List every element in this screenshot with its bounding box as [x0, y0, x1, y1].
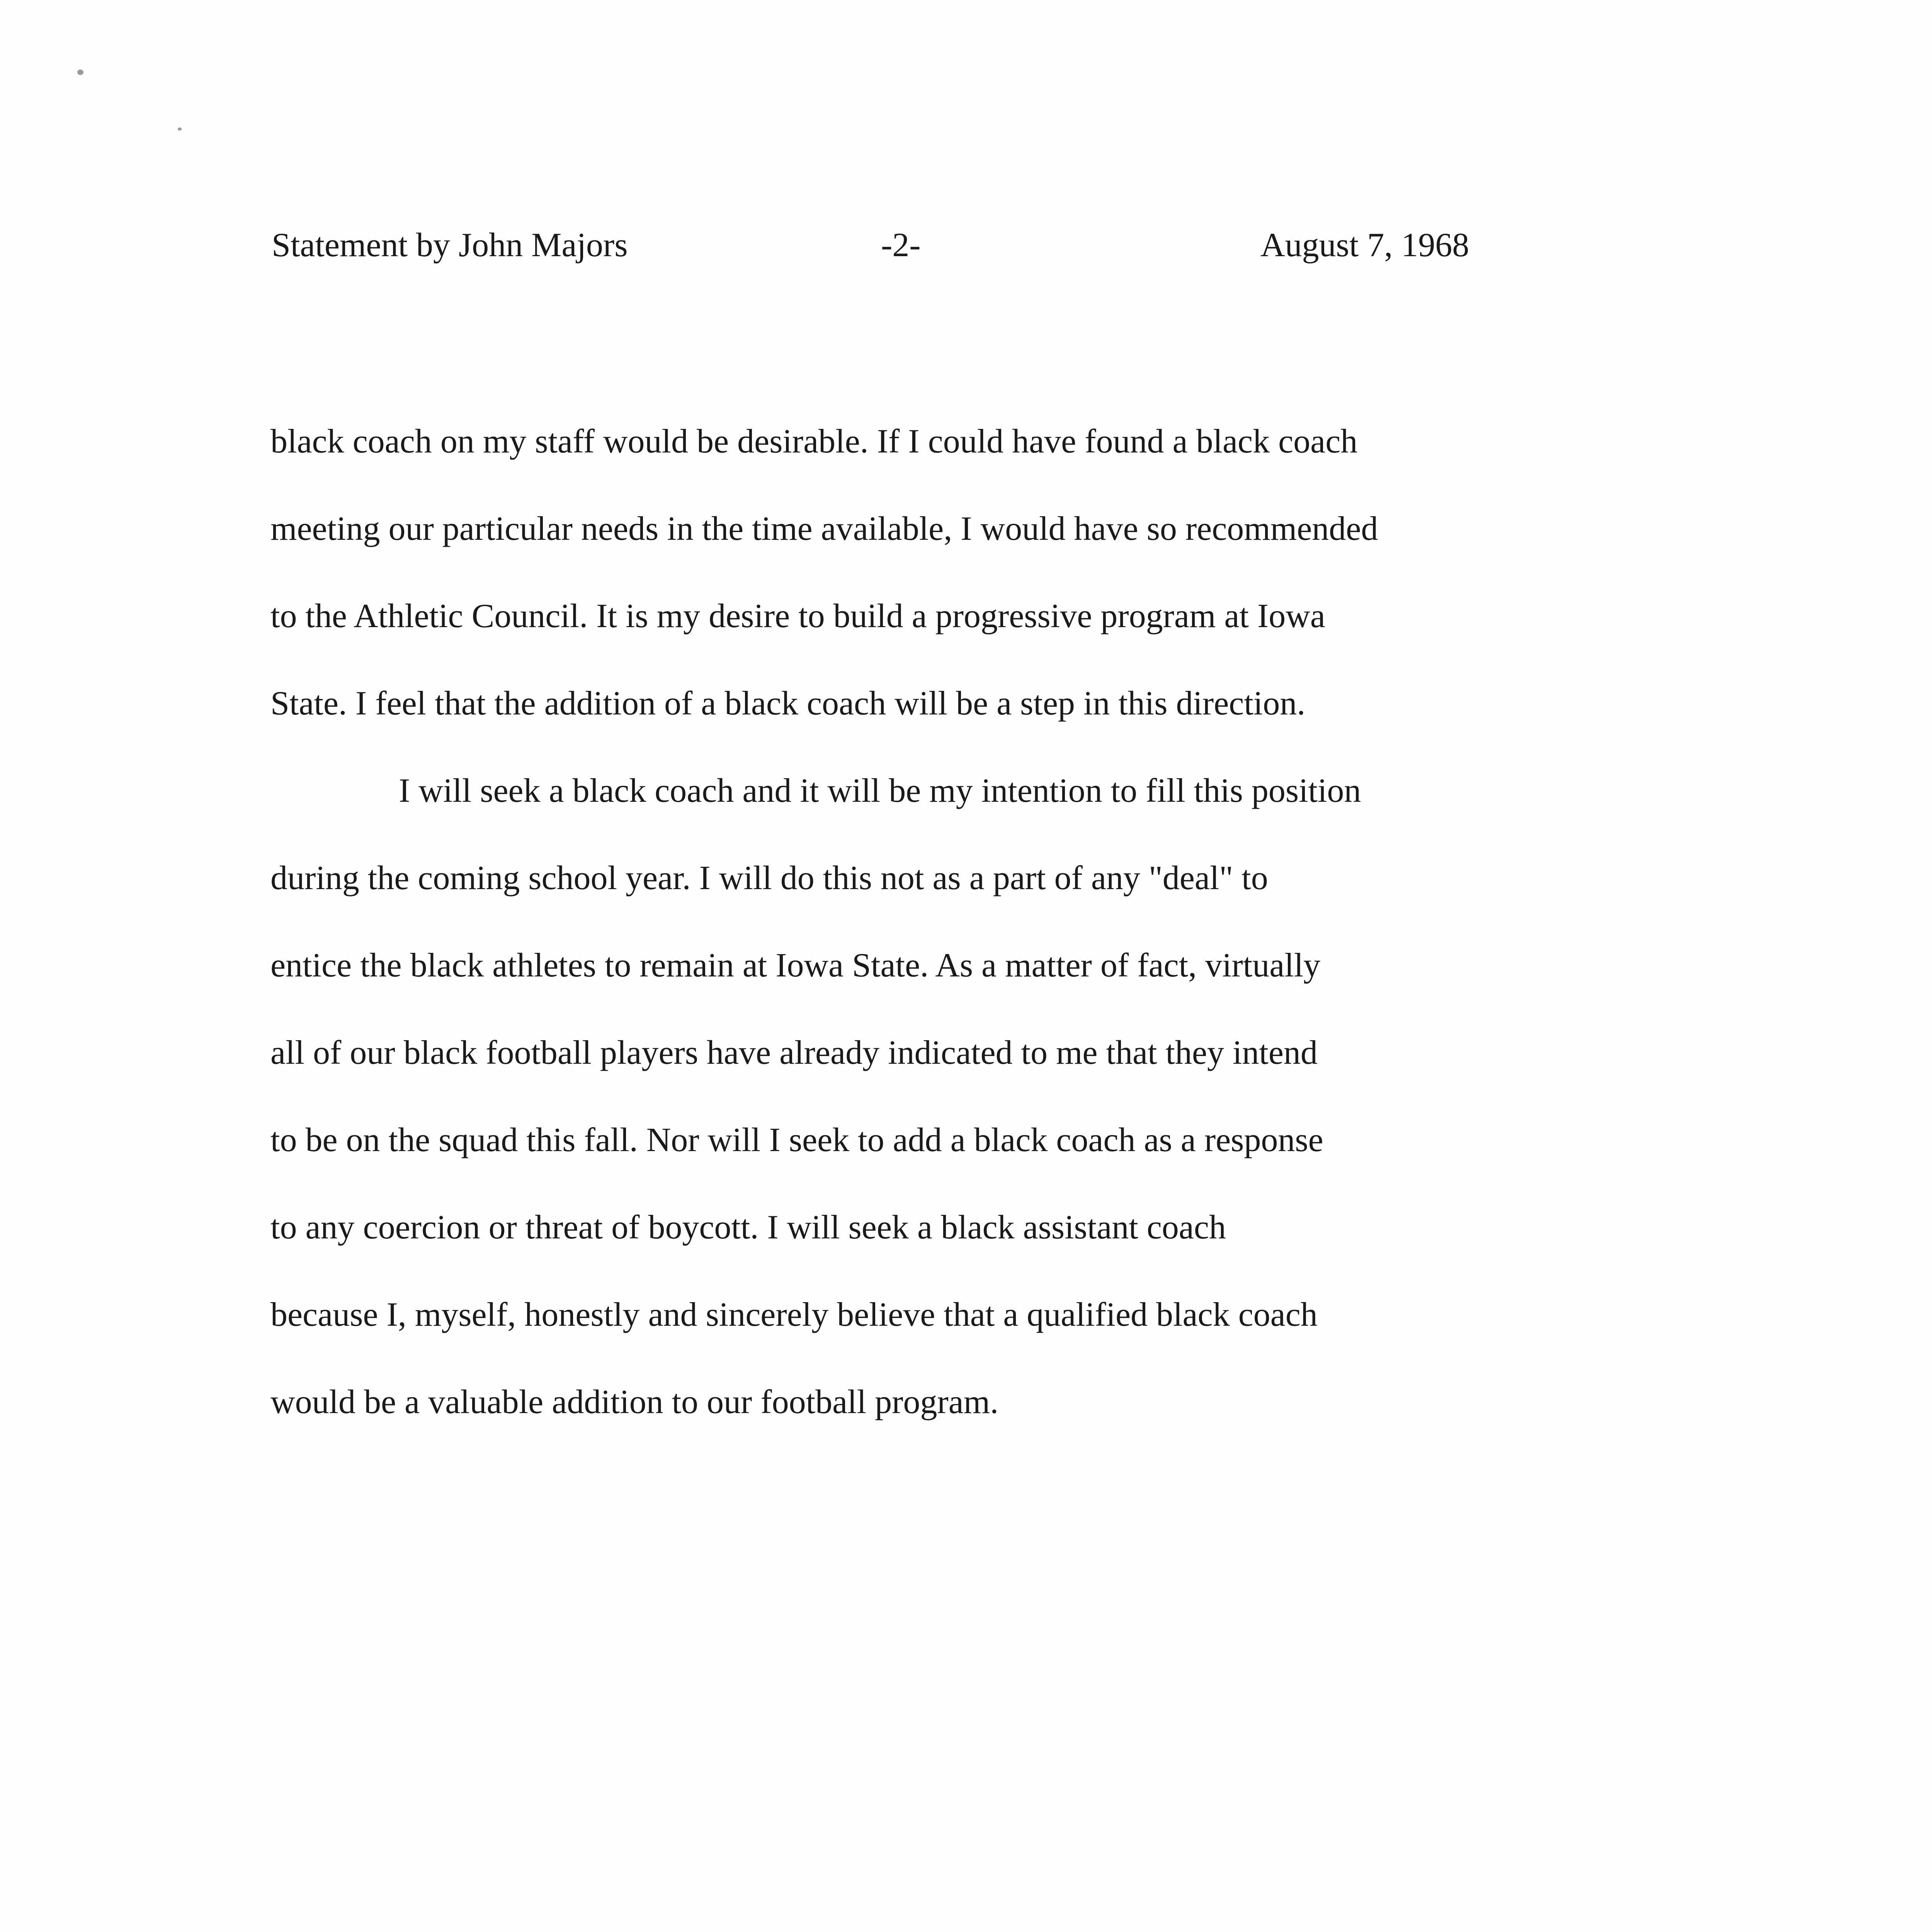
body-line: I will seek a black coach and it will be my intention to fill this position	[399, 772, 1361, 810]
header-date: August 7, 1968	[1260, 226, 1469, 264]
body-line: would be a valuable addition to our football program.	[270, 1383, 999, 1421]
body-line: entice the black athletes to remain at Iowa State. As a matter of fact, virtually	[270, 947, 1321, 984]
header-title: Statement by John Majors	[272, 226, 628, 264]
body-line: during the coming school year. I will do this not as a part of any "deal" to	[270, 859, 1268, 897]
body-line: to be on the squad this fall. Nor will I seek to add a black coach as a response	[270, 1121, 1323, 1159]
body-line: meeting our particular needs in the time available, I would have so recommended	[270, 510, 1378, 548]
body-line: State. I feel that the addition of a black coach will be a step in this direction.	[270, 685, 1306, 722]
body-line: to the Athletic Council. It is my desire to build a progressive program at Iowa	[270, 597, 1325, 635]
body-line: to any coercion or threat of boycott. I will seek a black assistant coach	[270, 1209, 1226, 1246]
body-line: black coach on my staff would be desirable. If I could have found a black coach	[270, 423, 1358, 460]
body-line: all of our black football players have already indicated to me that they intend	[270, 1034, 1318, 1071]
page-header	[0, 222, 1932, 269]
scan-speck	[77, 70, 83, 75]
scan-speck	[178, 128, 182, 131]
statement-body	[270, 398, 1700, 1446]
body-line: because I, myself, honestly and sincerely believe that a qualified black coach	[270, 1296, 1318, 1333]
page-number: -2-	[881, 226, 921, 264]
